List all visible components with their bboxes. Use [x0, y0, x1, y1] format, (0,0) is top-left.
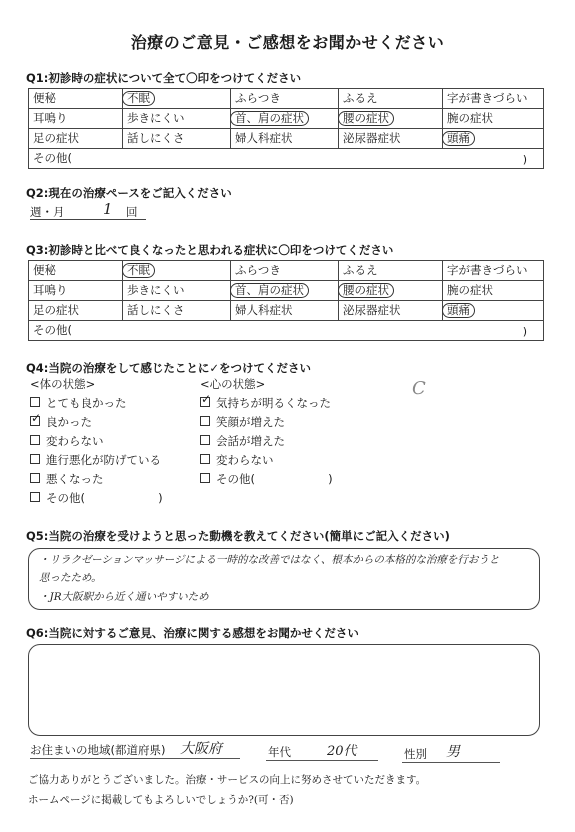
q4-body-option[interactable]: [30, 489, 163, 508]
q3-symptom-table: [28, 260, 544, 341]
region-label: お住まいの地域(都道府県): [30, 743, 166, 757]
circled-answer: 首、肩の症状: [230, 283, 309, 298]
q2-unit: 回: [126, 205, 138, 219]
q3-cell[interactable]: [231, 281, 339, 300]
q3-cell[interactable]: 婦人科症状: [231, 301, 339, 320]
age-value: 20代: [327, 744, 357, 759]
q6-heading: Q6:当院に対するご意見、治療に関する感想をお聞かせください: [26, 626, 359, 640]
table-row: [29, 281, 543, 301]
q2-value: 1: [103, 200, 113, 218]
check-mark-icon: ✓: [31, 411, 42, 425]
q4-mind-header: <心の状態>: [200, 377, 266, 391]
checkbox[interactable]: [30, 454, 40, 464]
circled-answer: 不眠: [122, 91, 155, 106]
q6-answer-box[interactable]: [28, 644, 540, 736]
q4-mind-option[interactable]: [200, 432, 333, 451]
checkbox[interactable]: [30, 397, 40, 407]
q3-cell[interactable]: ふらつき: [231, 261, 339, 280]
q1-cell[interactable]: [443, 129, 543, 148]
q4-mind-option[interactable]: [200, 413, 333, 432]
q1-other-close: ): [522, 153, 527, 166]
checkbox[interactable]: [200, 392, 212, 407]
q1-cell[interactable]: [231, 109, 339, 128]
q1-cell[interactable]: 便秘: [29, 89, 123, 108]
q3-cell[interactable]: [339, 281, 443, 300]
q1-heading: Q1:初診時の症状について全て〇印をつけてください: [26, 71, 302, 85]
q4-body-column: [30, 375, 163, 508]
option-label: 変わらない: [216, 453, 274, 467]
checkbox[interactable]: [30, 492, 40, 502]
q5-answer-line: ・リラクゼーションマッサージによる一時的な改善ではなく、根本からの本格的な治療を行おうと: [39, 554, 500, 566]
q4-mind-column: [200, 375, 333, 489]
q1-cell[interactable]: 泌尿器症状: [339, 129, 443, 148]
q1-cell[interactable]: 婦人科症状: [231, 129, 339, 148]
q4-heading: Q4:当院の治療をして感じたことに✓をつけてください: [26, 361, 312, 375]
checkbox[interactable]: [30, 435, 40, 445]
q1-cell[interactable]: [339, 109, 443, 128]
q4-body-option[interactable]: [30, 413, 163, 432]
q3-cell[interactable]: 便秘: [29, 261, 123, 280]
q3-cell[interactable]: 腕の症状: [447, 283, 493, 297]
q3-other-label: その他(: [33, 323, 72, 337]
q2-heading: Q2:現在の治療ペースをご記入ください: [26, 186, 232, 200]
margin-scribble: C: [412, 378, 426, 399]
q4-body-option[interactable]: [30, 394, 163, 413]
q4-mind-option[interactable]: [200, 470, 333, 489]
q5-answer-line: ・JR大阪駅から近く通いやすいため: [39, 591, 209, 603]
q3-cell[interactable]: 歩きにくい: [123, 281, 231, 300]
q3-cell[interactable]: 話しにくさ: [123, 301, 231, 320]
q2-period-label: 週・月: [30, 205, 65, 219]
q5-heading: Q5:当院の治療を受けようと思った動機を教えてください(簡単にご記入ください): [26, 529, 450, 543]
publish-permission-question[interactable]: ホームページに掲載してもよろしいでしょうか?(可・否): [28, 794, 294, 806]
q4-body-header: <体の状態>: [30, 377, 96, 391]
q1-other-label: その他(: [33, 151, 72, 165]
circled-answer: 首、肩の症状: [230, 111, 309, 126]
option-label: その他( ): [46, 491, 163, 505]
survey-title: 治療のご意見・ご感想をお聞かせください: [130, 33, 445, 52]
circled-answer: 頭痛: [442, 303, 475, 318]
table-row: [29, 301, 543, 321]
option-label: 良かった: [46, 415, 92, 429]
table-row: [29, 321, 543, 340]
q3-cell[interactable]: [443, 301, 543, 320]
thanks-message: ご協力ありがとうございました。治療・サービスの向上に努めさせていただきます。: [28, 774, 427, 786]
q3-other-field[interactable]: [29, 321, 543, 340]
checkbox[interactable]: [30, 411, 42, 426]
circled-answer: 腰の症状: [338, 283, 394, 298]
q4-mind-option[interactable]: [200, 451, 333, 470]
q1-cell[interactable]: 話しにくさ: [123, 129, 231, 148]
q1-cell[interactable]: ふらつき: [231, 89, 339, 108]
q1-other-field[interactable]: [29, 149, 543, 168]
q5-answer-box[interactable]: [28, 548, 540, 610]
checkbox[interactable]: [30, 473, 40, 483]
option-label: その他( ): [216, 472, 333, 486]
q3-cell[interactable]: 字が書きづらい: [447, 263, 528, 277]
q1-cell[interactable]: 腕の症状: [447, 111, 493, 125]
option-label: 悪くなった: [46, 472, 104, 486]
q3-cell[interactable]: 泌尿器症状: [339, 301, 443, 320]
q3-other-close: ): [522, 325, 527, 338]
checkbox[interactable]: [200, 435, 210, 445]
check-mark-icon: ✓: [201, 392, 212, 406]
q3-cell[interactable]: 足の症状: [29, 301, 123, 320]
q3-heading: Q3:初診時と比べて良くなったと思われる症状に〇印をつけてください: [26, 243, 394, 257]
table-row: [29, 109, 543, 129]
table-row: [29, 89, 543, 109]
q1-cell[interactable]: ふるえ: [339, 89, 443, 108]
table-row: [29, 149, 543, 168]
option-label: 会話が増えた: [216, 434, 285, 448]
q3-cell[interactable]: [123, 261, 231, 280]
q1-cell[interactable]: 字が書きづらい: [447, 91, 528, 105]
checkbox[interactable]: [200, 454, 210, 464]
circled-answer: 腰の症状: [338, 111, 394, 126]
option-label: とても良かった: [46, 396, 127, 410]
q4-body-option[interactable]: [30, 451, 163, 470]
table-row: [29, 261, 543, 281]
q3-cell[interactable]: ふるえ: [339, 261, 443, 280]
q4-body-option[interactable]: [30, 470, 163, 489]
gender-label: 性別: [404, 747, 427, 761]
q1-cell[interactable]: [123, 89, 231, 108]
q2-pace-field[interactable]: [30, 200, 146, 220]
q4-body-option[interactable]: [30, 432, 163, 451]
age-field[interactable]: [266, 744, 378, 761]
option-label: 笑顔が増えた: [216, 415, 285, 429]
table-row: [29, 129, 543, 149]
region-value: 大阪府: [180, 741, 222, 757]
option-label: 変わらない: [46, 434, 104, 448]
q1-cell[interactable]: 足の症状: [29, 129, 123, 148]
q1-symptom-table: [28, 88, 544, 169]
option-label: 進行悪化が防げている: [46, 453, 161, 467]
q4-mind-option[interactable]: [200, 394, 333, 413]
q3-cell[interactable]: 耳鳴り: [29, 281, 123, 300]
q1-cell[interactable]: 歩きにくい: [123, 109, 231, 128]
checkbox[interactable]: [200, 473, 210, 483]
gender-value: 男: [446, 744, 460, 760]
circled-answer: 不眠: [122, 263, 155, 278]
age-label: 年代: [268, 745, 291, 759]
circled-answer: 頭痛: [442, 131, 475, 146]
option-label: 気持ちが明るくなった: [216, 396, 331, 410]
q5-answer-line: 思ったため。: [39, 572, 102, 584]
q1-cell[interactable]: 耳鳴り: [29, 109, 123, 128]
checkbox[interactable]: [200, 416, 210, 426]
